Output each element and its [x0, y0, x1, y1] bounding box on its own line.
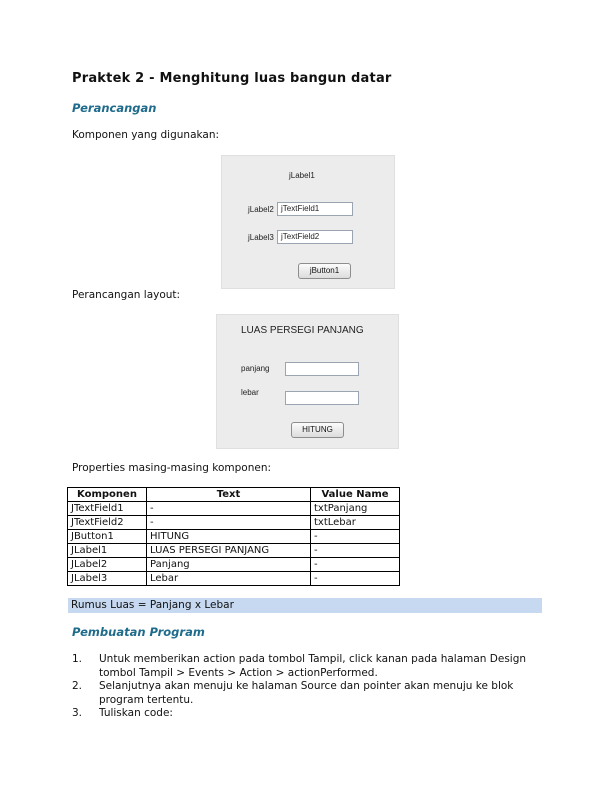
- steps-list: [72, 653, 532, 721]
- table-cell: JButton1: [68, 530, 147, 544]
- table-header-row: [68, 488, 400, 502]
- table-cell: -: [311, 530, 400, 544]
- step-text: Selanjutnya akan menuju ke halaman Source dan pointer akan menuju ke blok program tertentu.: [99, 680, 514, 706]
- table-cell: -: [311, 544, 400, 558]
- table-cell: JLabel1: [68, 544, 147, 558]
- table-cell: txtPanjang: [311, 502, 400, 516]
- table-cell: Panjang: [147, 558, 311, 572]
- preview-jtextfield1: jTextField1: [277, 202, 353, 216]
- preview-panjang-field: [285, 362, 359, 376]
- table-cell: -: [311, 572, 400, 586]
- table-row: [68, 516, 400, 530]
- table-cell: txtLebar: [311, 516, 400, 530]
- step-text: Tuliskan code:: [99, 707, 173, 719]
- preview-jbutton1: jButton1: [298, 263, 351, 279]
- table-cell: LUAS PERSEGI PANJANG: [147, 544, 311, 558]
- table-row: [68, 558, 400, 572]
- preview-panjang-label: panjang: [241, 364, 270, 373]
- component-preview-image: [221, 155, 395, 289]
- page-title: Praktek 2 - Menghitung luas bangun datar: [72, 71, 392, 86]
- table-row: [68, 502, 400, 516]
- properties-table: [67, 487, 400, 586]
- table-header-cell: Text: [147, 488, 311, 502]
- table-cell: -: [147, 502, 311, 516]
- preview-jlabel2: jLabel2: [248, 205, 274, 214]
- komponen-intro: Komponen yang digunakan:: [72, 129, 220, 141]
- preview-jlabel3: jLabel3: [248, 233, 274, 242]
- table-cell: -: [311, 558, 400, 572]
- section-heading-perancangan: Perancangan: [72, 101, 157, 115]
- step-text: Untuk memberikan action pada tombol Tampil, click kanan pada halaman Design tombol Tampil > Events > Action > actionPerformed.: [99, 653, 527, 679]
- step-number: 1.: [72, 653, 83, 665]
- table-header-cell: Komponen: [68, 488, 147, 502]
- rumus-luas-box: Rumus Luas = Panjang x Lebar: [68, 598, 542, 613]
- list-item: [72, 680, 532, 707]
- step-number: 3.: [72, 707, 83, 719]
- preview-heading-label: LUAS PERSEGI PANJANG: [241, 325, 364, 336]
- table-header-cell: Value Name: [311, 488, 400, 502]
- table-cell: JTextField1: [68, 502, 147, 516]
- table-cell: -: [147, 516, 311, 530]
- table-cell: Lebar: [147, 572, 311, 586]
- layout-intro: Perancangan layout:: [72, 289, 181, 301]
- preview-jtextfield2: jTextField2: [277, 230, 353, 244]
- section-heading-pembuatan-program: Pembuatan Program: [72, 625, 205, 639]
- layout-preview-image: [216, 314, 399, 449]
- step-number: 2.: [72, 680, 83, 692]
- preview-hitung-button: HITUNG: [291, 422, 344, 438]
- list-item: [72, 707, 532, 721]
- table-cell: JLabel3: [68, 572, 147, 586]
- table-row: [68, 572, 400, 586]
- list-item: [72, 653, 532, 680]
- table-row: [68, 530, 400, 544]
- properties-intro: Properties masing-masing komponen:: [72, 462, 272, 474]
- preview-lebar-field: [285, 391, 359, 405]
- table-cell: HITUNG: [147, 530, 311, 544]
- table-row: [68, 544, 400, 558]
- table-cell: JTextField2: [68, 516, 147, 530]
- preview-lebar-label: lebar: [241, 388, 259, 397]
- table-cell: JLabel2: [68, 558, 147, 572]
- preview-jlabel1: jLabel1: [289, 171, 315, 180]
